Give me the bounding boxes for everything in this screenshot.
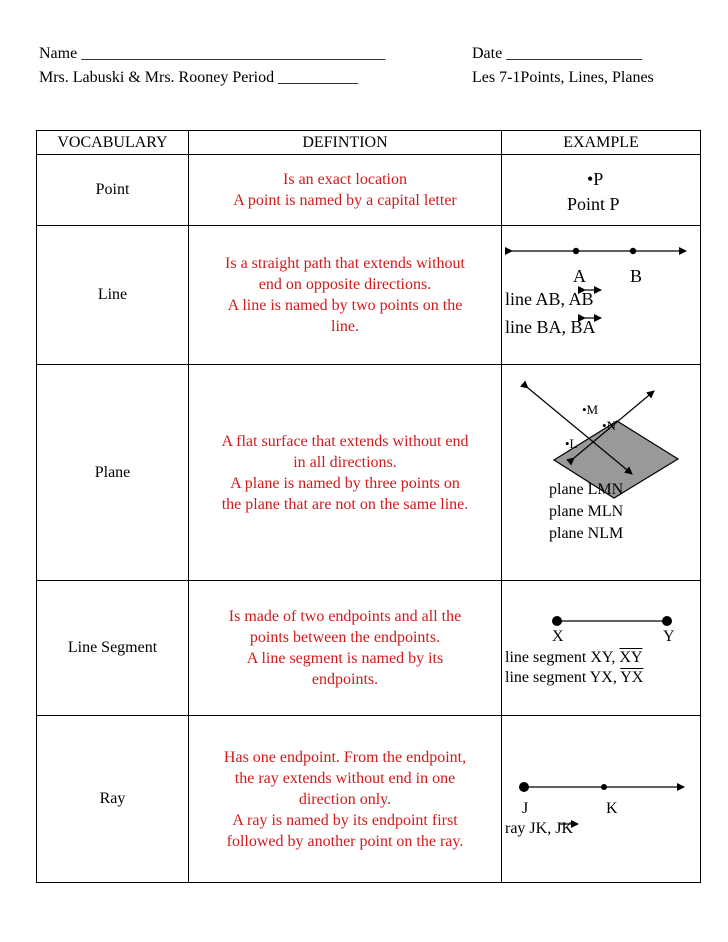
term-line-segment: Line Segment bbox=[37, 581, 189, 716]
header-definition: DEFINTION bbox=[189, 131, 502, 155]
term-line: Line bbox=[37, 226, 189, 365]
header-vocabulary: VOCABULARY bbox=[37, 131, 189, 155]
term-plane: Plane bbox=[37, 365, 189, 581]
definition-line: Has one endpoint. From the endpoint, bbox=[223, 748, 467, 766]
point-l-label: •L bbox=[565, 436, 578, 451]
definition-line: A ray is named by its endpoint first bbox=[232, 811, 458, 829]
plane-name-nlm: plane NLM bbox=[549, 525, 624, 542]
plane-name-lmn: plane LMN bbox=[549, 481, 624, 498]
example-point bbox=[502, 155, 701, 226]
definition-line-segment bbox=[189, 581, 502, 716]
term-ray: Ray bbox=[37, 716, 189, 883]
endpoint-y-label: Y bbox=[663, 628, 675, 645]
point-k bbox=[601, 784, 607, 790]
endpoint-x bbox=[552, 616, 562, 626]
point-k-label: K bbox=[606, 800, 618, 817]
line-name-ba: line BA, BA bbox=[505, 317, 596, 337]
plane-figure bbox=[502, 365, 701, 581]
definition-line: endpoints. bbox=[311, 671, 379, 688]
endpoint-j-label: J bbox=[522, 800, 529, 817]
definition-line-cell bbox=[189, 226, 502, 365]
definition-line: Is made of two endpoints and all the bbox=[228, 608, 462, 625]
example-plane bbox=[502, 365, 701, 581]
term-point: Point bbox=[37, 155, 189, 226]
endpoint-j bbox=[519, 782, 529, 792]
definition-line: A flat surface that extends without end bbox=[221, 432, 469, 450]
vocabulary-table bbox=[36, 130, 701, 883]
definition-line: the ray extends without end in one bbox=[234, 769, 456, 787]
header-example: EXAMPLE bbox=[502, 131, 701, 155]
definition-line: Is an exact location bbox=[283, 171, 407, 188]
point-b-label: B bbox=[630, 266, 643, 286]
segment-name-xy: line segment XY, $\overline{XY}$ bbox=[505, 649, 643, 666]
definition-ray bbox=[189, 716, 502, 883]
point-m-label: •M bbox=[582, 402, 599, 417]
definition-line: line. bbox=[331, 318, 359, 335]
definition-point bbox=[189, 155, 502, 226]
line-name-ab: line AB, AB bbox=[505, 289, 594, 309]
definition-line: the plane that are not on the same line. bbox=[221, 495, 469, 513]
point-b bbox=[630, 248, 636, 254]
definition-line: A plane is named by three points on bbox=[230, 474, 460, 492]
definition-line: followed by another point on the ray. bbox=[226, 832, 464, 850]
ray-name-jk: ray JK, JK bbox=[505, 820, 573, 837]
endpoint-y bbox=[662, 616, 672, 626]
name-line: Name ______________________________________ bbox=[39, 45, 386, 62]
teacher-period-line: Mrs. Labuski & Mrs. Rooney Period __________ bbox=[39, 69, 359, 86]
table-header-row bbox=[37, 131, 701, 155]
table-row-line-segment bbox=[37, 581, 701, 716]
segment-name-yx: line segment YX, $\overline{YX}$ bbox=[505, 669, 644, 686]
point-p-name: Point P bbox=[567, 194, 620, 214]
table-row-plane bbox=[37, 365, 701, 581]
table-row-point bbox=[37, 155, 701, 226]
ray-figure bbox=[502, 716, 701, 883]
plane-name-mln: plane MLN bbox=[549, 503, 624, 520]
definition-line: A line segment is named by its bbox=[246, 650, 444, 667]
definition-line: in all directions. bbox=[293, 453, 397, 471]
example-line-segment bbox=[502, 581, 701, 716]
point-p-label: •P bbox=[587, 169, 604, 189]
definition-line: direction only. bbox=[298, 790, 392, 808]
point-a bbox=[573, 248, 579, 254]
date-line: Date _________________ bbox=[472, 45, 643, 62]
definition-line: Is a straight path that extends without bbox=[225, 255, 465, 272]
definition-line: A point is named by a capital letter bbox=[233, 192, 457, 209]
definition-line: A line is named by two points on the bbox=[227, 297, 463, 314]
definition-line: points between the endpoints. bbox=[249, 629, 441, 646]
table-row-line bbox=[37, 226, 701, 365]
definition-line: end on opposite directions. bbox=[258, 276, 432, 293]
endpoint-x-label: X bbox=[552, 628, 564, 645]
point-n-label: •N bbox=[602, 418, 616, 433]
example-ray bbox=[502, 716, 701, 883]
example-line bbox=[502, 226, 701, 365]
lesson-title: Les 7-1Points, Lines, Planes bbox=[472, 69, 654, 86]
table-row-ray bbox=[37, 716, 701, 883]
point-a-label: A bbox=[573, 266, 586, 286]
definition-plane bbox=[189, 365, 502, 581]
